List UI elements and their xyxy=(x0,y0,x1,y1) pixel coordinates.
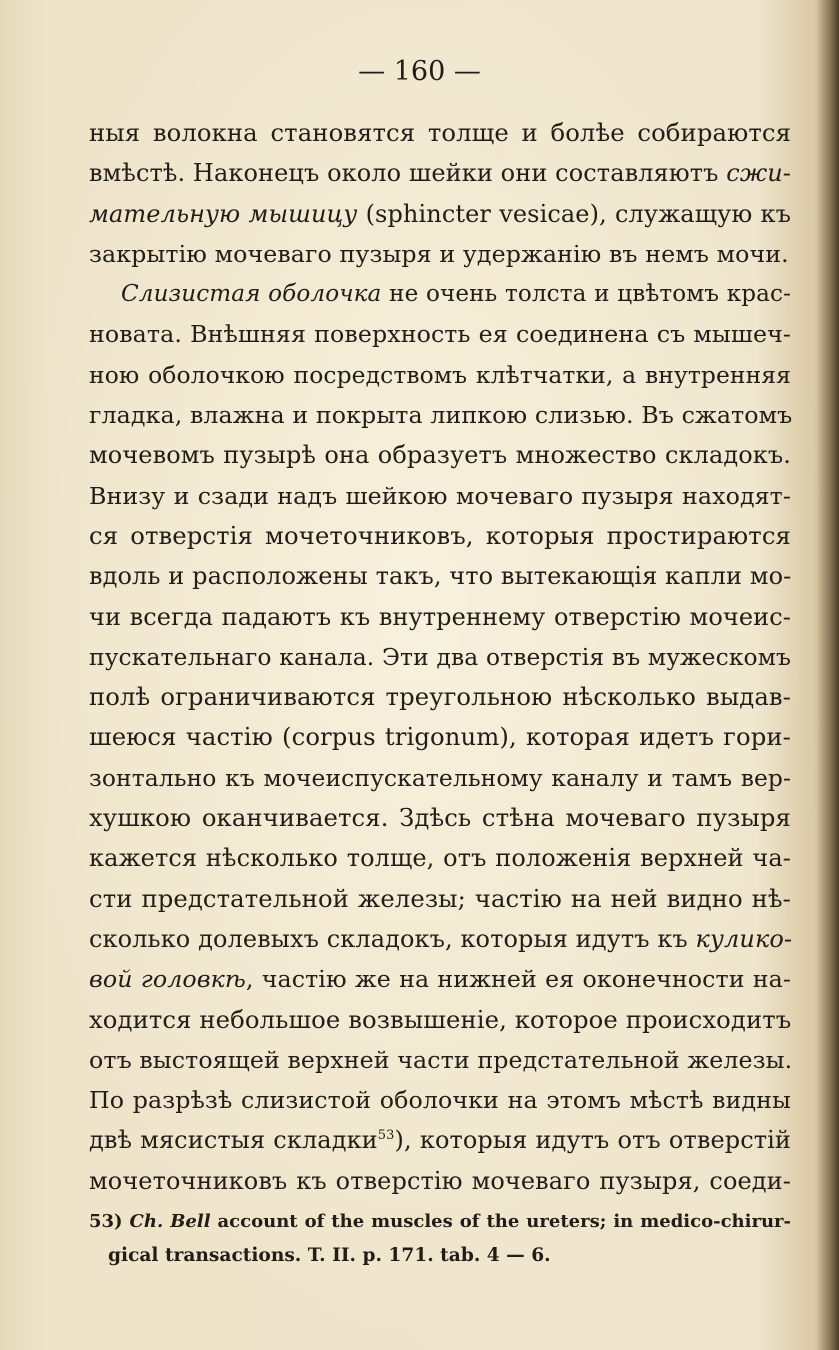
text-segment: гладка, влажна и покрыта липкою слизью. Въ сжатомъ xyxy=(89,401,793,430)
text-line xyxy=(89,153,791,193)
text-line xyxy=(89,838,791,878)
body-text xyxy=(89,113,791,1201)
text-line xyxy=(89,274,791,314)
text-line xyxy=(89,1080,791,1120)
text-line xyxy=(89,758,791,798)
text-line xyxy=(89,1000,791,1040)
text-segment: 53) xyxy=(89,1211,130,1232)
italic-text: мательную мышицу xyxy=(89,199,358,228)
text-segment: вдоль и расположены такъ, что вытекающія капли мо- xyxy=(89,562,792,591)
text-segment: Внизу и сзади надъ шейкою мочеваго пузыря находят- xyxy=(89,481,791,510)
text-segment: сти предстательной железы; частію на ней видно нѣ- xyxy=(89,883,791,913)
text-line xyxy=(89,194,791,234)
text-line xyxy=(89,717,791,757)
text-segment: account of the muscles of the ureters; in medico-chirur- xyxy=(210,1211,791,1232)
text-segment: отъ выстоящей верхней части предстательной железы. xyxy=(89,1045,793,1074)
text-line xyxy=(89,113,791,153)
italic-text: кулико- xyxy=(695,924,793,953)
text-line xyxy=(89,1120,791,1160)
text-segment: сколько долевыхъ складокъ, которыя идутъ къ xyxy=(89,924,696,953)
text-segment: ною оболочкою посредствомъ клѣтчатки, а внутренняя xyxy=(89,360,791,389)
text-segment: двѣ мясистыя складки xyxy=(89,1126,378,1155)
footnotes xyxy=(89,1205,791,1273)
text-segment: мочевомъ пузырѣ она образуетъ множество складокъ. xyxy=(89,441,791,470)
page-number: — 160 — xyxy=(358,56,481,87)
text-segment: ), которыя идутъ отъ отверстій xyxy=(394,1126,792,1155)
text-line xyxy=(89,395,791,435)
italic-text: вой головкѣ xyxy=(89,965,246,994)
text-line xyxy=(89,677,791,717)
text-segment: gical transactions. T. II. p. 171. tab. 4 — 6. xyxy=(108,1245,551,1266)
text-line xyxy=(89,959,791,999)
footnote-line xyxy=(89,1239,791,1273)
text-segment: ходится небольшое возвышеніе, которое происходитъ xyxy=(89,1004,792,1034)
footnote-reference: 53 xyxy=(377,1128,395,1144)
text-line xyxy=(89,1161,791,1201)
text-segment: По разрѣзѣ слизистой оболочки на этомъ мѣстѣ видны xyxy=(89,1086,791,1115)
text-segment: не очень толста и цвѣтомъ крас- xyxy=(381,281,791,308)
text-line xyxy=(89,476,791,516)
text-line xyxy=(89,355,791,395)
italic-text: Ch. Bell xyxy=(129,1211,211,1232)
text-segment: закрытію мочеваго пузыря и удержанію въ немъ мочи. xyxy=(89,239,789,268)
text-segment: чи всегда падаютъ къ внутреннему отверстію мочеис- xyxy=(89,602,791,631)
text-segment: (sphincter vesicae), служащую къ xyxy=(357,199,791,228)
text-line xyxy=(89,637,791,677)
text-segment: хушкою оканчивается. Здѣсь стѣна мочеваго пузыря xyxy=(89,803,791,833)
text-segment: шеюся частію (corpus trigonum), которая идетъ гори- xyxy=(89,722,791,752)
text-segment: полѣ ограничиваются треугольною нѣсколько выдав- xyxy=(89,682,791,712)
text-line xyxy=(89,1040,791,1080)
text-line xyxy=(89,919,791,959)
text-line xyxy=(89,798,791,838)
text-segment: ся отверстія мочеточниковъ, которыя простираются xyxy=(89,520,791,550)
text-segment: кажется нѣсколько толще, отъ положенія верхней ча- xyxy=(89,844,791,873)
text-line xyxy=(89,516,791,556)
italic-text: Слизистая оболочка xyxy=(121,281,382,308)
text-line xyxy=(89,314,791,354)
footnote-line xyxy=(89,1205,791,1239)
text-line xyxy=(89,234,791,274)
text-segment: , частію же на нижней ея оконечности на- xyxy=(245,965,791,994)
text-segment: мочеточниковъ къ отверстію мочеваго пузыря, соеди- xyxy=(89,1166,791,1195)
spine-shadow xyxy=(817,0,839,1350)
text-segment: вмѣстѣ. Наконецъ около шейки они составляютъ xyxy=(89,159,727,188)
text-segment: новата. Внѣшняя поверхность ея соединена съ мышеч- xyxy=(89,320,791,349)
italic-text: сжи- xyxy=(726,159,791,188)
text-line xyxy=(89,597,791,637)
text-line xyxy=(89,435,791,475)
text-segment: ныя волокна становятся толще и болѣе собираются xyxy=(89,118,791,147)
text-line xyxy=(89,556,791,596)
text-segment: зонтально къ мочеиспускательному каналу и тамъ вер- xyxy=(89,763,791,792)
text-segment: пускательнаго канала. Эти два отверстія въ мужескомъ xyxy=(89,642,791,671)
text-line xyxy=(89,879,791,919)
